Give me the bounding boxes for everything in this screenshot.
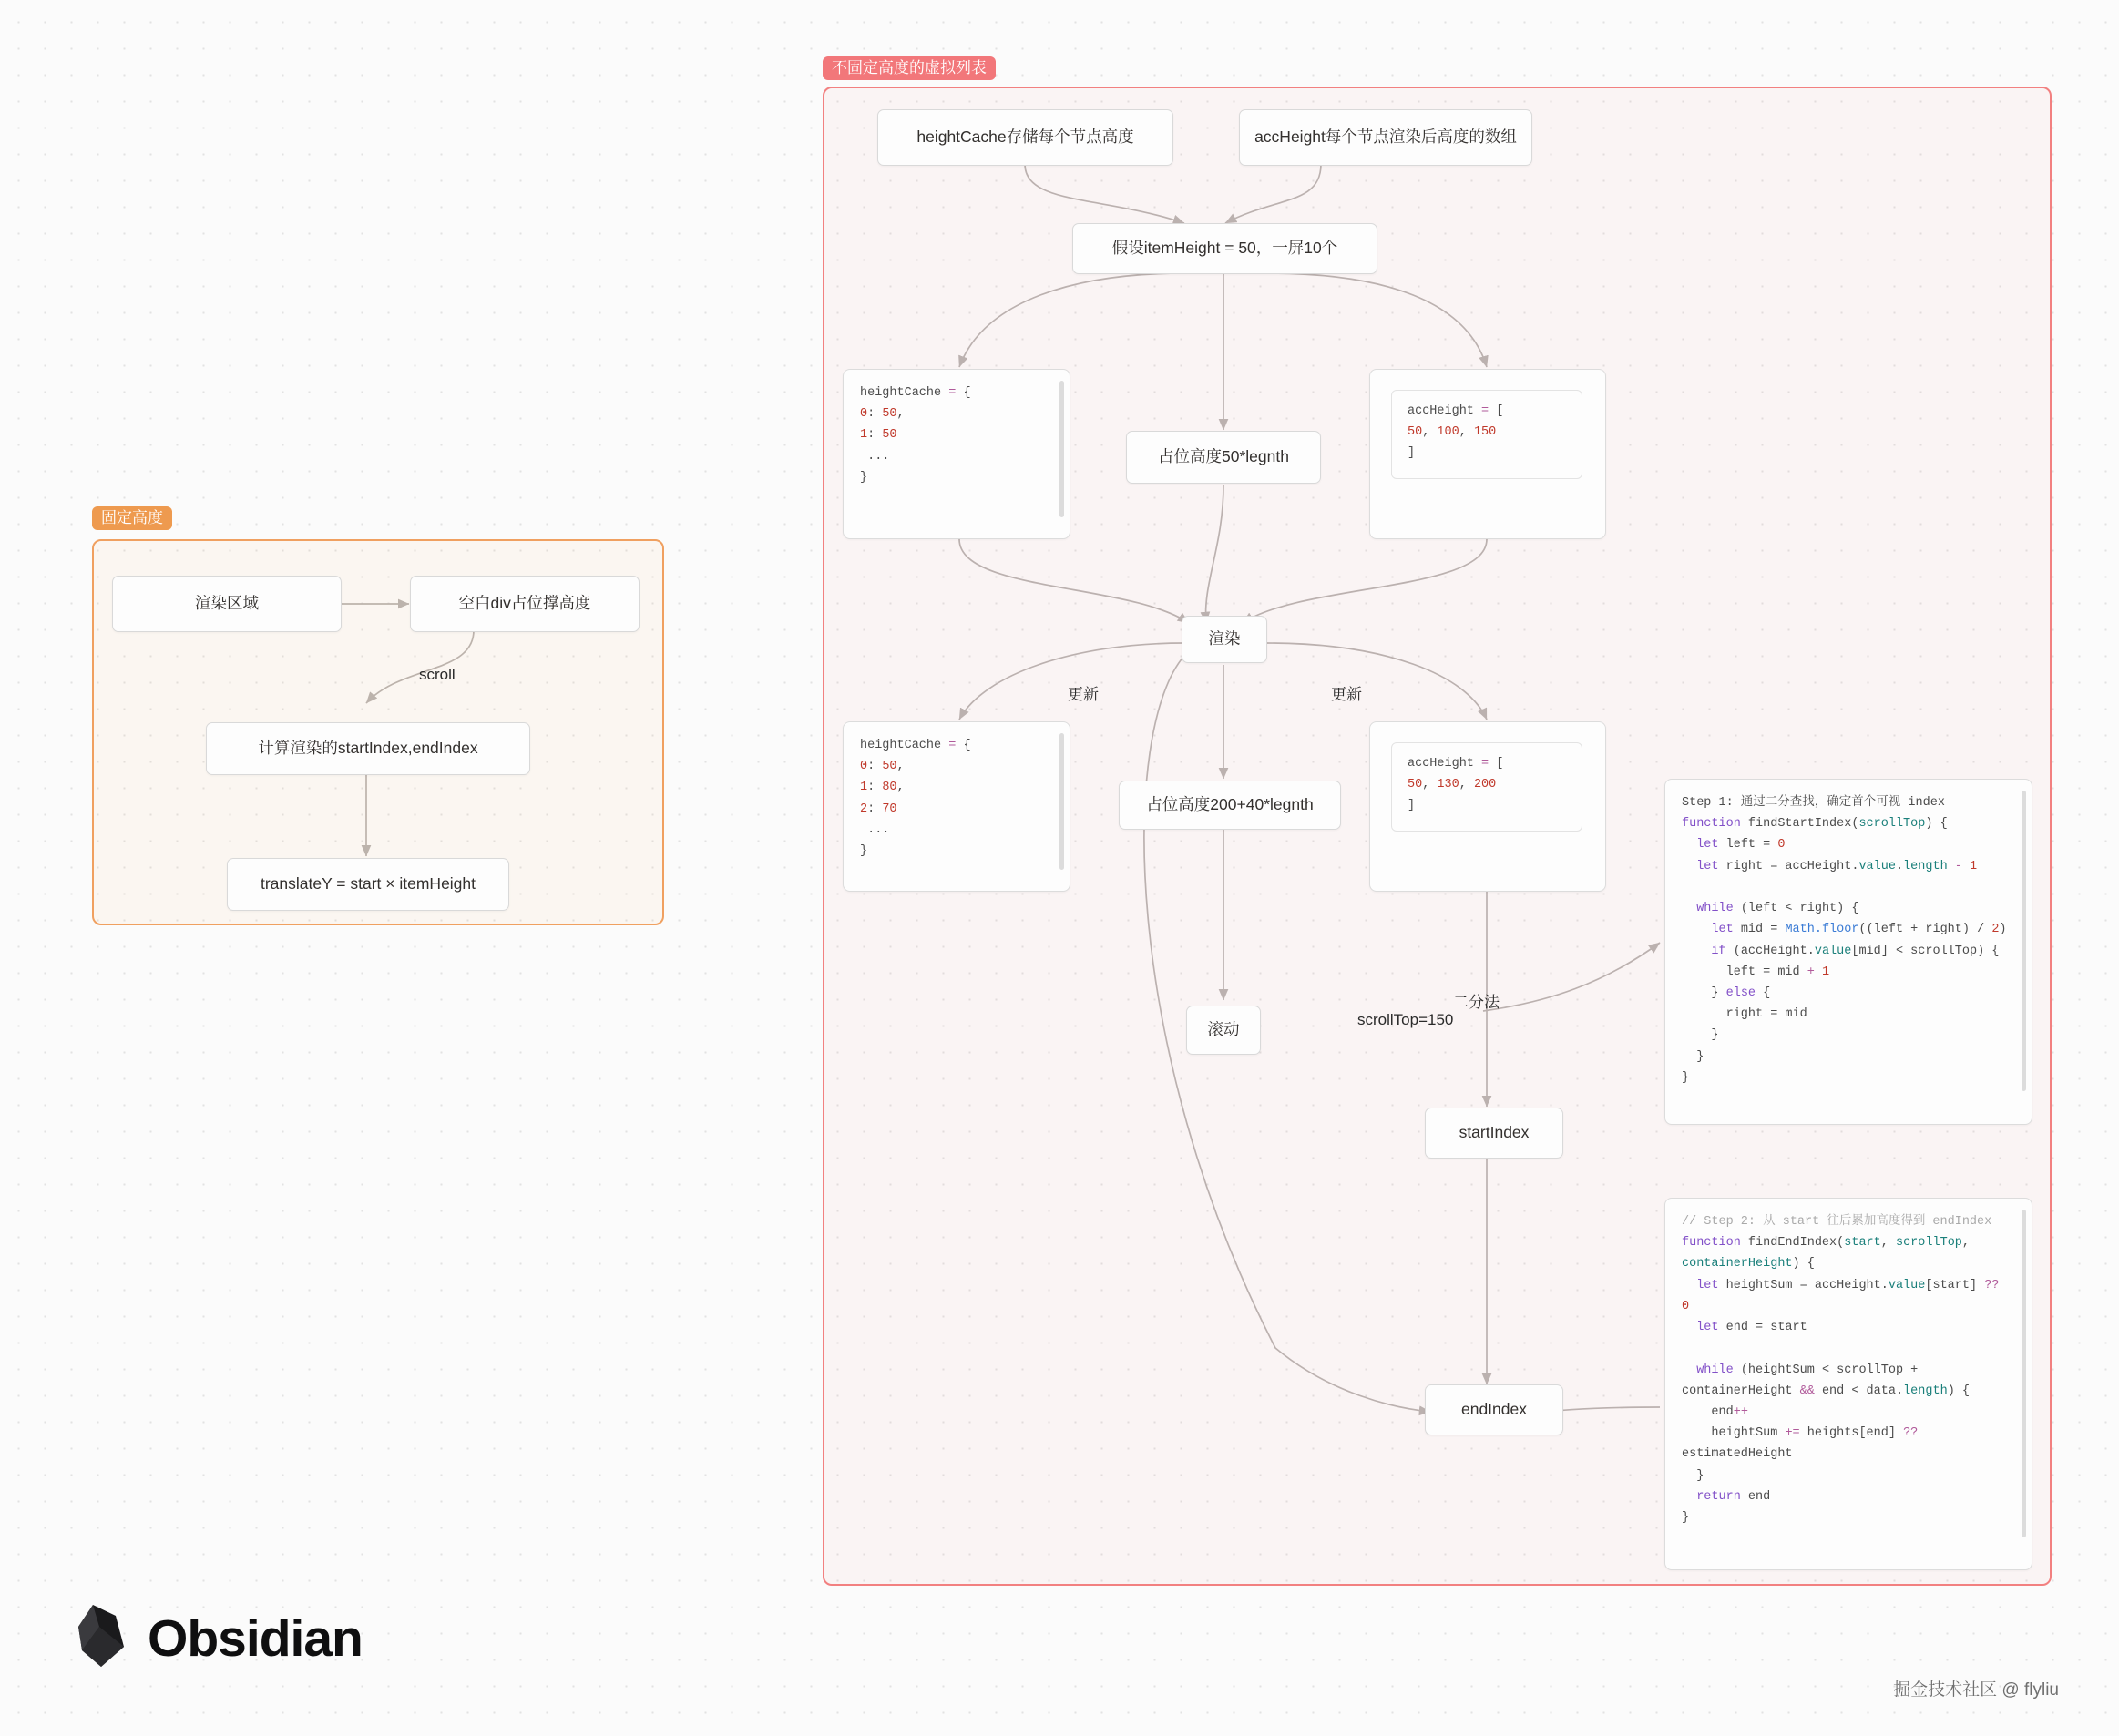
code-card-heightcache-initial[interactable] (843, 369, 1070, 539)
code-card-accheight-initial[interactable] (1369, 369, 1606, 539)
obsidian-branding (73, 1603, 363, 1673)
node-end-index[interactable]: endIndex (1425, 1384, 1563, 1435)
node-placeholder-div[interactable]: 空白div占位撑高度 (410, 576, 640, 632)
node-start-index[interactable]: startIndex (1425, 1108, 1563, 1159)
node-placeholder-height-2[interactable]: 占位高度200+40*legnth (1119, 781, 1341, 830)
edge-label-scroll: scroll (419, 666, 456, 683)
code-card-scrollbar[interactable] (2022, 791, 2026, 1091)
group-fixed-height-label: 固定高度 (92, 506, 172, 530)
edge-label-update-left: 更新 (1068, 686, 1099, 703)
node-render[interactable]: 渲染 (1182, 616, 1267, 663)
edge-label-binary-search: 二分法 (1453, 994, 1500, 1011)
node-render-area[interactable]: 渲染区域 (112, 576, 342, 632)
obsidian-wordmark: Obsidian (148, 1608, 363, 1668)
code-card-scrollbar[interactable] (1060, 733, 1064, 870)
code-card-find-start-index[interactable] (1664, 779, 2032, 1125)
code-card-heightcache-initial-body: heightCache = { 0: 50, 1: 50 ... } (860, 386, 971, 485)
group-dynamic-height-label: 不固定高度的虚拟列表 (823, 56, 996, 80)
node-assume-itemheight[interactable]: 假设itemHeight = 50，一屏10个 (1072, 223, 1377, 274)
code-card-heightcache-updated[interactable] (843, 721, 1070, 892)
node-scroll[interactable]: 滚动 (1186, 1006, 1261, 1055)
code-card-scrollbar[interactable] (1060, 381, 1064, 517)
edge-label-scrolltop: scrollTop=150 (1357, 1011, 1454, 1028)
node-translate-y[interactable]: translateY = start × itemHeight (227, 858, 509, 911)
obsidian-logo-icon (73, 1603, 131, 1673)
code-card-accheight-updated[interactable] (1369, 721, 1606, 892)
code-card-find-end-index[interactable] (1664, 1198, 2032, 1570)
code-card-find-end-index-body: // Step 2: 从 start 往后累加高度得到 endIndex function findEndIndex(start, scrollTop, containerHeight) { let heightSum = accHeight.value[start] ?? 0 let end = start while (heightSum < scrollTop + containerHeight && end < data.length) { end++ heightSum += heights[end] ?? estimatedHeight } return end } (1682, 1215, 2000, 1526)
code-card-scrollbar[interactable] (2022, 1210, 2026, 1537)
code-card-heightcache-updated-body: heightCache = { 0: 50, 1: 80, 2: 70 ... } (860, 739, 971, 859)
watermark-text: 掘金技术社区 @ flyliu (1893, 1680, 2059, 1700)
edge-label-update-right: 更新 (1331, 686, 1362, 703)
node-heightcache-desc[interactable]: heightCache存储每个节点高度 (877, 109, 1173, 166)
node-calc-index[interactable]: 计算渲染的startIndex,endIndex (206, 722, 530, 775)
node-accheight-desc[interactable]: accHeight每个节点渲染后高度的数组 (1239, 109, 1532, 166)
code-card-accheight-updated-frame: accHeight = [ 50, 130, 200 ] (1371, 723, 1604, 890)
code-card-find-start-index-body: Step 1: 通过二分查找，确定首个可视 index function findStartIndex(scrollTop) { let left = 0 let right = accHeight.value.length - 1 while (left < right) { let mid = Math.floor((left + right) / 2) if (accHeight.value[mid] < scrollTop) { left = mid + 1 } else { right = mid } } } (1682, 796, 2007, 1085)
node-placeholder-height-1[interactable]: 占位高度50*legnth (1126, 431, 1321, 484)
code-card-accheight-initial-frame: accHeight = [ 50, 100, 150 ] (1371, 371, 1604, 537)
